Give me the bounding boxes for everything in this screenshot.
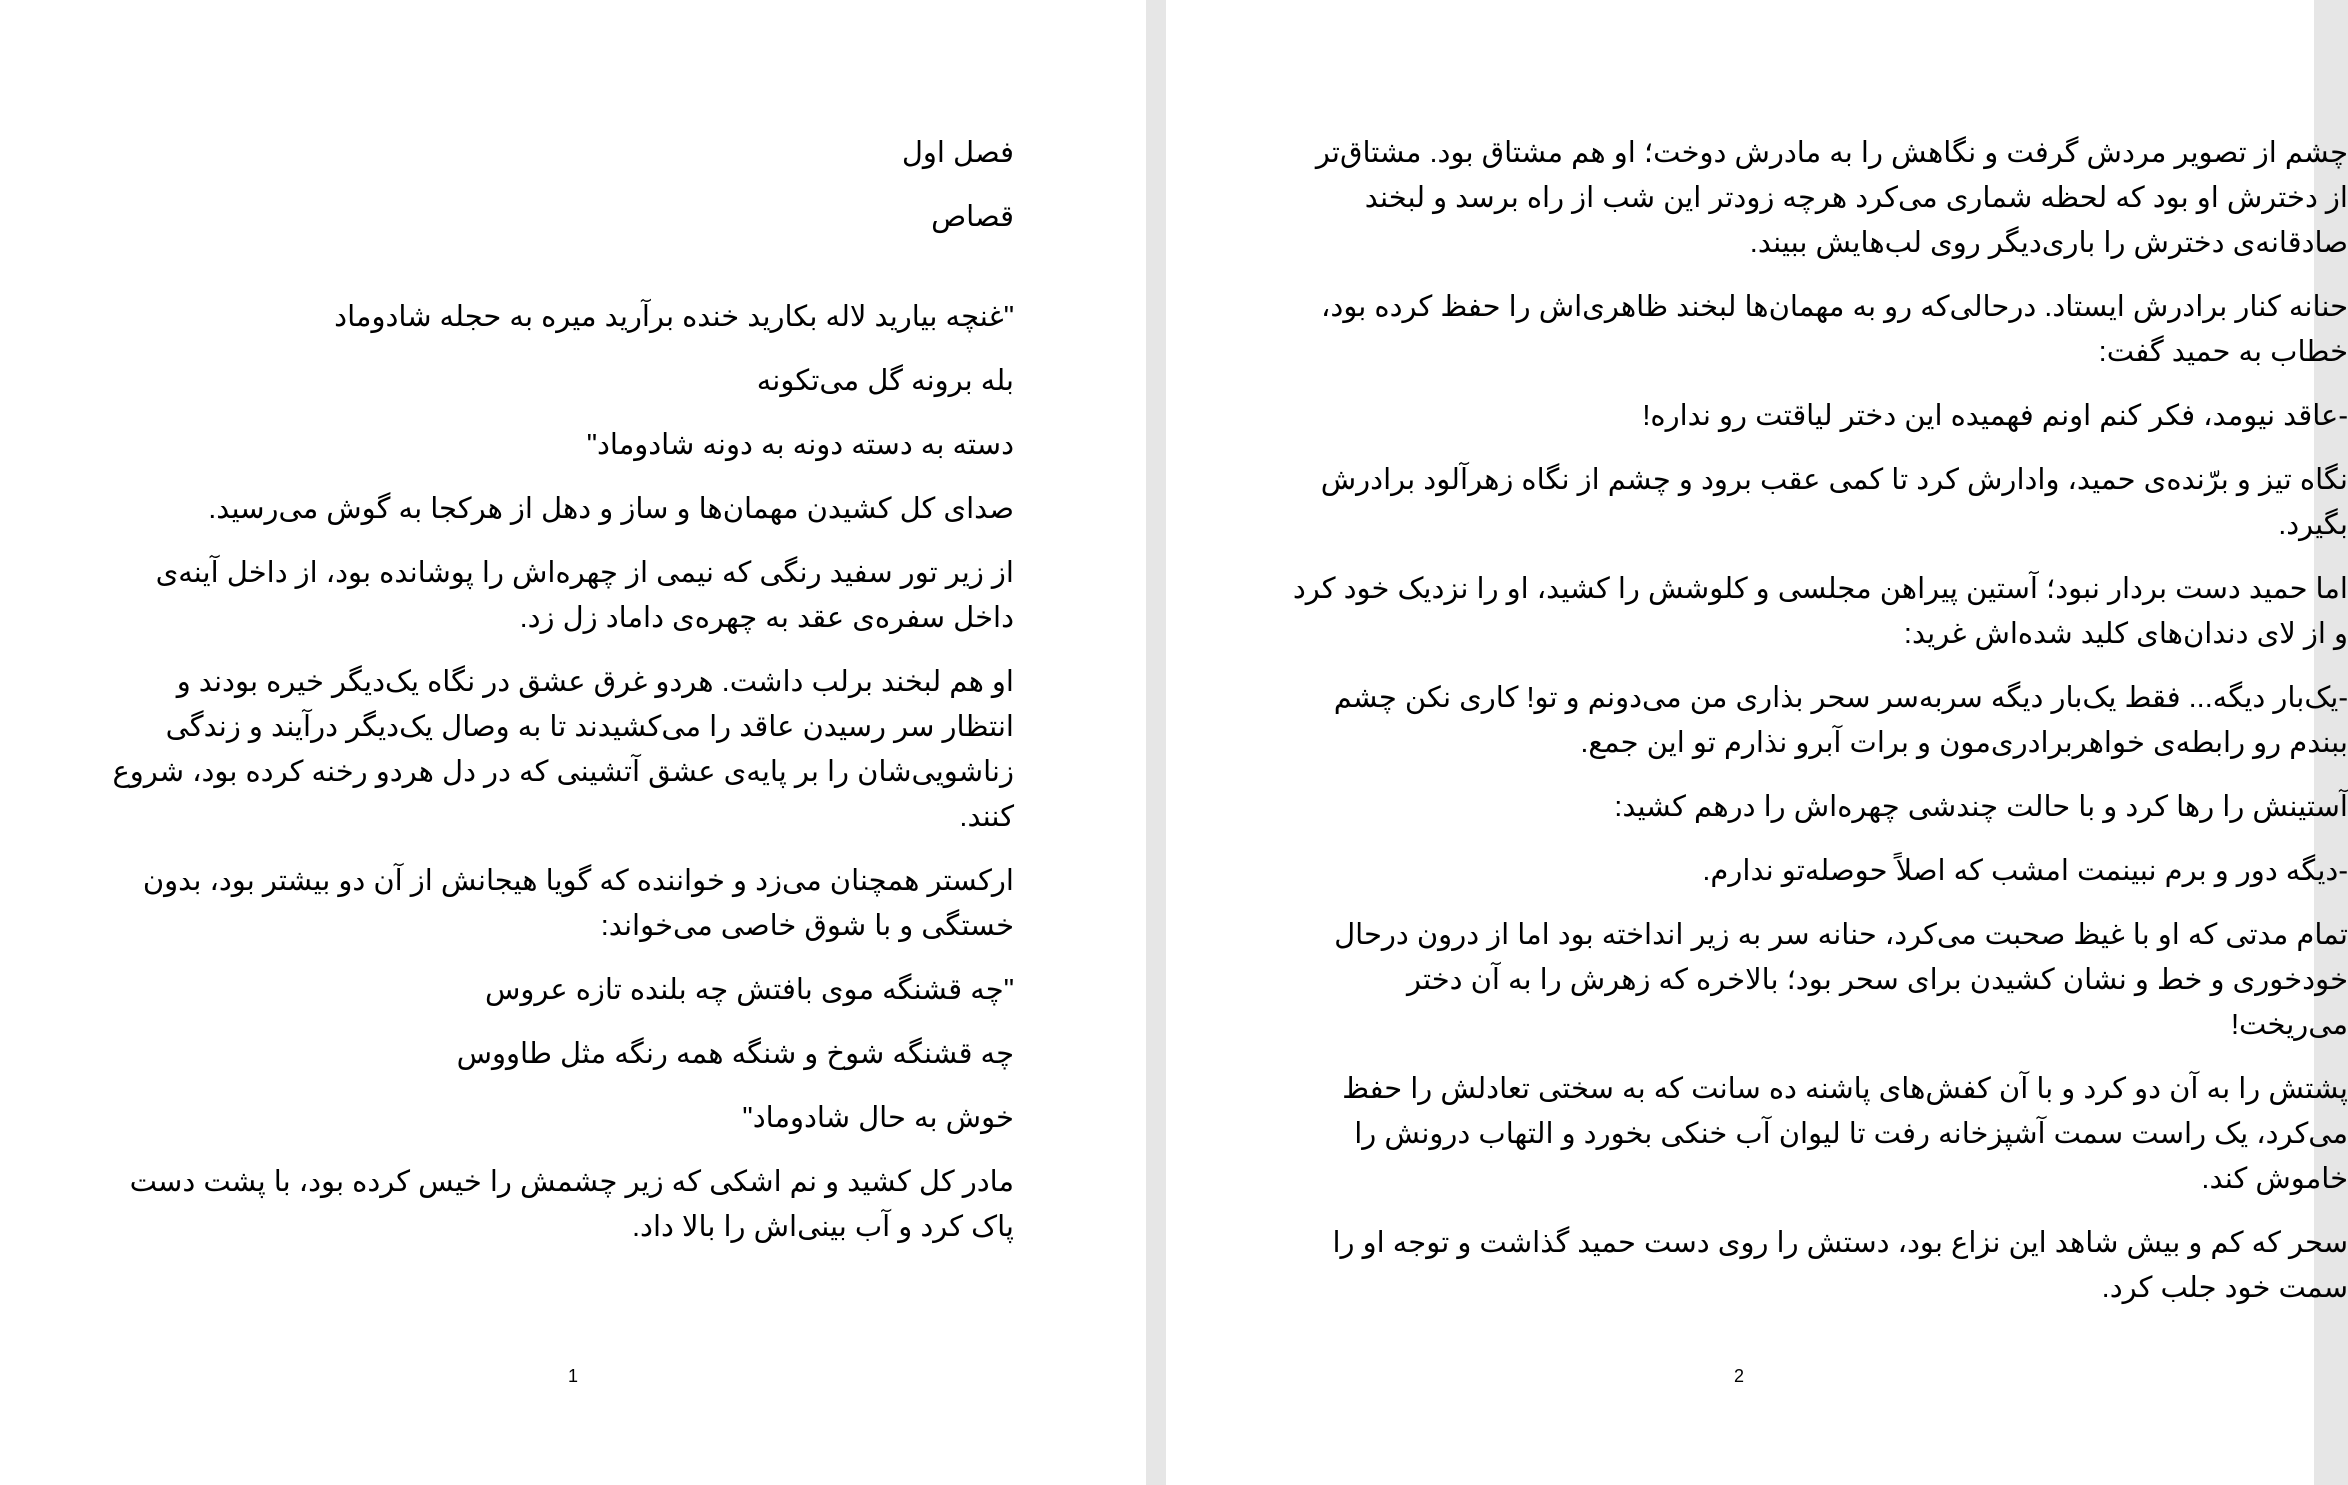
paragraph: -یک‌بار دیگه... فقط یک‌بار دیگه سربه‌سر سحر بذاری من می‌دونم و تو! کاری نکن چشم ببندم رو رابطه‌ی خواهربرادری‌مون و برات آبرو نذارم تو این جمع.	[1333, 682, 2348, 759]
paragraph: "غنچه بیارید لاله بکارید خنده برآرید میره به حجله شادوماد	[334, 301, 1014, 333]
paragraph: از زیر تور سفید رنگی که نیمی از چهره‌اش را پوشانده بود، از داخل آینه‌ی داخل سفره‌ی عقد به چهره‌ی داماد زل زد.	[155, 557, 1014, 634]
paragraph: -عاقد نیومد، فکر کنم اونم فهمیده این دختر لیاقتت رو نداره!	[1642, 400, 2348, 432]
paragraph: خوش به حال شادوماد"	[742, 1102, 1014, 1134]
page-2-body	[1286, 131, 2348, 1330]
paragraph: مادر کل کشید و نم اشکی که زیر چشمش را خیس کرده بود، با پشت دست پاک کرد و آب بینی‌اش را بالا داد.	[129, 1166, 1014, 1243]
paragraph: بله برونه گل می‌تکونه	[756, 365, 1014, 397]
paragraph: نگاه تیز و برّنده‌ی حمید، وادارش کرد تا کمی عقب برود و چشم از نگاه زهرآلود برادرش بگیرد.	[1320, 464, 2348, 541]
page-1-body	[110, 131, 1014, 1269]
paragraph: چشم از تصویر مردش گرفت و نگاهش را به مادرش دوخت؛ او هم مشتاق بود. مشتاق‌تر از دخترش او بود که لحظه شماری می‌کرد هرچه زودتر این شب از راه برسد و لبخند صادقانه‌ی دخترش را باری‌دیگر روی لب‌هایش ببیند.	[1315, 137, 2348, 259]
paragraph: تمام مدتی که او با غیظ صحبت می‌کرد، حنانه سر به زیر انداخته بود اما از درون درحال خودخوری و خط و نشان کشیدن برای سحر بود؛ بالاخره که زهرش را به آن دختر می‌ریخت!	[1334, 919, 2348, 1041]
heading-spacer	[110, 259, 1014, 295]
paragraph: ارکستر همچنان می‌زد و خواننده که گویا هیجانش از آن دو بیشتر بود، بدون خستگی و با شوق خاصی می‌خواند:	[142, 865, 1014, 942]
paragraph: اما حمید دست بردار نبود؛ آستین پیراهن مجلسی و کلوشش را کشید، او را نزدیک خود کرد و از لای دندان‌های کلید شده‌اش غرید:	[1292, 573, 2348, 650]
page-number: 2	[1733, 1366, 1744, 1386]
document-page-1	[0, 0, 1146, 1485]
paragraph: دسته به دسته دونه به دونه شادوماد"	[586, 429, 1014, 461]
paragraph: "چه قشنگه موی بافتش چه بلنده تازه عروس	[484, 974, 1014, 1006]
page-number: 1	[567, 1366, 578, 1386]
paragraph: حنانه کنار برادرش ایستاد. درحالی‌که رو به مهمان‌ها لبخند ظاهری‌اش را حفظ کرده بود، خطاب به حمید گفت:	[1321, 291, 2348, 368]
chapter-heading: فصل اول	[901, 137, 1014, 169]
paragraph: صدای کل کشیدن مهمان‌ها و ساز و دهل از هرکجا به گوش می‌رسید.	[208, 493, 1014, 525]
paragraph: -دیگه دور و برم نبینمت امشب که اصلاً حوصله‌تو ندارم.	[1702, 855, 2348, 887]
paragraph: چه قشنگه شوخ و شنگه همه رنگه مثل طاووس	[456, 1038, 1014, 1070]
document-page-2	[1166, 0, 2348, 1485]
paragraph: آستینش را رها کرد و با حالت چندشی چهره‌اش را درهم کشید:	[1614, 791, 2348, 823]
chapter-title: قصاص	[931, 201, 1014, 233]
paragraph: سحر که کم و بیش شاهد این نزاع بود، دستش را روی دست حمید گذاشت و توجه او را سمت خود جلب کرد.	[1332, 1227, 2348, 1304]
paragraph: پشتش را به آن دو کرد و با آن کفش‌های پاشنه ده سانت که به سختی تعادلش را حفظ می‌کرد، یک راست سمت آشپزخانه رفت تا لیوان آب خنکی بخورد و التهاب درونش را خاموش کند.	[1342, 1073, 2348, 1195]
paragraph: او هم لبخند برلب داشت. هردو غرق عشق در نگاه یک‌دیگر خیره بودند و انتظار سر رسیدن عاقد را می‌کشیدند تا به وصال یک‌دیگر درآیند و زندگی زناشویی‌شان را بر پایه‌ی عشق آتشینی که در دل هردو رخنه کرده بود، شروع کنند.	[112, 666, 1014, 833]
